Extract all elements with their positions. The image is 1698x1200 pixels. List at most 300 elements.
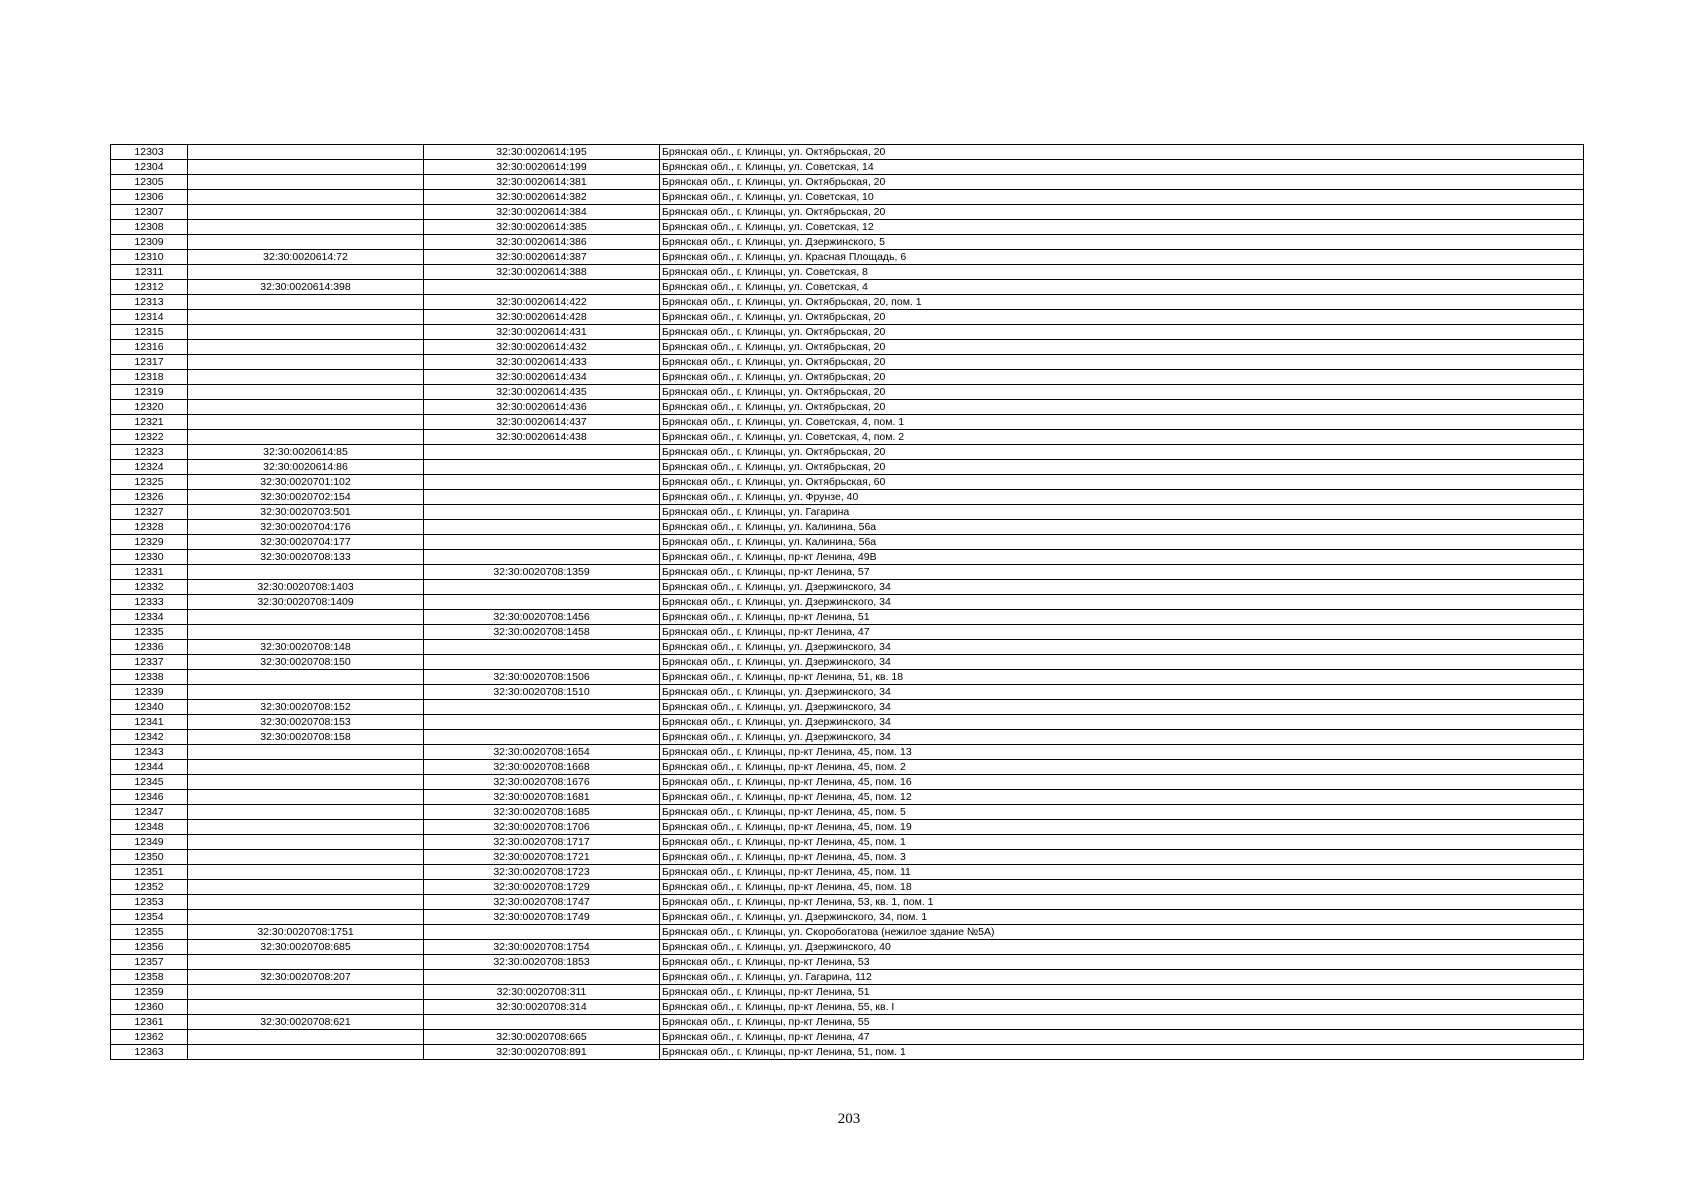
address-cell: Брянская обл., г. Клинцы, ул. Дзержинского, 34 bbox=[660, 715, 1584, 730]
address-cell: Брянская обл., г. Клинцы, ул. Советская, 4 bbox=[660, 280, 1584, 295]
table-row bbox=[111, 940, 1584, 955]
cadastral-number-cell: 32:30:0020708:1403 bbox=[188, 580, 424, 595]
address-cell: Брянская обл., г. Клинцы, ул. Советская, 12 bbox=[660, 220, 1584, 235]
address-cell: Брянская обл., г. Клинцы, пр-кт Ленина, 45, пом. 5 bbox=[660, 805, 1584, 820]
cadastral-number-cell: 32:30:0020708:1359 bbox=[424, 565, 660, 580]
cadastral-number-cell: 32:30:0020708:311 bbox=[424, 985, 660, 1000]
cadastral-number-cell bbox=[188, 880, 424, 895]
row-number-cell: 12342 bbox=[111, 730, 188, 745]
cadastral-number-cell bbox=[188, 190, 424, 205]
table-row bbox=[111, 280, 1584, 295]
table-row bbox=[111, 655, 1584, 670]
cadastral-number-cell bbox=[188, 850, 424, 865]
cadastral-number-cell: 32:30:0020614:199 bbox=[424, 160, 660, 175]
row-number-cell: 12347 bbox=[111, 805, 188, 820]
cadastral-number-cell: 32:30:0020708:207 bbox=[188, 970, 424, 985]
address-cell: Брянская обл., г. Клинцы, пр-кт Ленина, 51 bbox=[660, 985, 1584, 1000]
cadastral-number-cell bbox=[424, 550, 660, 565]
row-number-cell: 12359 bbox=[111, 985, 188, 1000]
row-number-cell: 12346 bbox=[111, 790, 188, 805]
cadastral-number-cell: 32:30:0020708:158 bbox=[188, 730, 424, 745]
row-number-cell: 12315 bbox=[111, 325, 188, 340]
table-row bbox=[111, 910, 1584, 925]
address-cell: Брянская обл., г. Клинцы, ул. Октябрьская, 60 bbox=[660, 475, 1584, 490]
cadastral-number-cell bbox=[424, 925, 660, 940]
row-number-cell: 12337 bbox=[111, 655, 188, 670]
cadastral-number-cell: 32:30:0020708:1721 bbox=[424, 850, 660, 865]
row-number-cell: 12350 bbox=[111, 850, 188, 865]
cadastral-number-cell bbox=[188, 295, 424, 310]
address-cell: Брянская обл., г. Клинцы, ул. Дзержинского, 34 bbox=[660, 730, 1584, 745]
cadastral-number-cell: 32:30:0020614:438 bbox=[424, 430, 660, 445]
cadastral-number-cell bbox=[188, 340, 424, 355]
address-cell: Брянская обл., г. Клинцы, ул. Советская, 8 bbox=[660, 265, 1584, 280]
cadastral-number-cell: 32:30:0020708:1458 bbox=[424, 625, 660, 640]
table-row bbox=[111, 865, 1584, 880]
row-number-cell: 12340 bbox=[111, 700, 188, 715]
cadastral-number-cell: 32:30:0020708:1853 bbox=[424, 955, 660, 970]
row-number-cell: 12330 bbox=[111, 550, 188, 565]
address-cell: Брянская обл., г. Клинцы, ул. Дзержинского, 34 bbox=[660, 580, 1584, 595]
address-cell: Брянская обл., г. Клинцы, пр-кт Ленина, 45, пом. 13 bbox=[660, 745, 1584, 760]
address-cell: Брянская обл., г. Клинцы, ул. Дзержинского, 34 bbox=[660, 700, 1584, 715]
address-cell: Брянская обл., г. Клинцы, ул. Калинина, 56а bbox=[660, 535, 1584, 550]
address-cell: Брянская обл., г. Клинцы, ул. Скоробогатова (нежилое здание №5А) bbox=[660, 925, 1584, 940]
address-cell: Брянская обл., г. Клинцы, ул. Октябрьская, 20 bbox=[660, 445, 1584, 460]
table-row bbox=[111, 205, 1584, 220]
address-cell: Брянская обл., г. Клинцы, пр-кт Ленина, 45, пом. 18 bbox=[660, 880, 1584, 895]
row-number-cell: 12313 bbox=[111, 295, 188, 310]
table-row bbox=[111, 475, 1584, 490]
address-cell: Брянская обл., г. Клинцы, ул. Октябрьская, 20 bbox=[660, 460, 1584, 475]
table-row bbox=[111, 670, 1584, 685]
table-row bbox=[111, 640, 1584, 655]
table-row bbox=[111, 490, 1584, 505]
cadastral-number-cell: 32:30:0020614:195 bbox=[424, 145, 660, 160]
row-number-cell: 12351 bbox=[111, 865, 188, 880]
row-number-cell: 12311 bbox=[111, 265, 188, 280]
row-number-cell: 12352 bbox=[111, 880, 188, 895]
cadastral-number-cell bbox=[188, 685, 424, 700]
row-number-cell: 12353 bbox=[111, 895, 188, 910]
row-number-cell: 12305 bbox=[111, 175, 188, 190]
address-cell: Брянская обл., г. Клинцы, ул. Октябрьская, 20 bbox=[660, 340, 1584, 355]
row-number-cell: 12310 bbox=[111, 250, 188, 265]
cadastral-number-cell: 32:30:0020701:102 bbox=[188, 475, 424, 490]
row-number-cell: 12358 bbox=[111, 970, 188, 985]
row-number-cell: 12319 bbox=[111, 385, 188, 400]
table-row bbox=[111, 1030, 1584, 1045]
row-number-cell: 12355 bbox=[111, 925, 188, 940]
address-cell: Брянская обл., г. Клинцы, ул. Красная Площадь, 6 bbox=[660, 250, 1584, 265]
table-row bbox=[111, 190, 1584, 205]
cadastral-number-cell bbox=[188, 385, 424, 400]
row-number-cell: 12314 bbox=[111, 310, 188, 325]
row-number-cell: 12309 bbox=[111, 235, 188, 250]
row-number-cell: 12361 bbox=[111, 1015, 188, 1030]
cadastral-number-cell bbox=[188, 355, 424, 370]
row-number-cell: 12345 bbox=[111, 775, 188, 790]
cadastral-number-cell: 32:30:0020708:1654 bbox=[424, 745, 660, 760]
row-number-cell: 12306 bbox=[111, 190, 188, 205]
table-row bbox=[111, 340, 1584, 355]
cadastral-number-cell: 32:30:0020614:385 bbox=[424, 220, 660, 235]
cadastral-number-cell bbox=[188, 745, 424, 760]
cadastral-number-cell bbox=[188, 670, 424, 685]
cadastral-number-cell: 32:30:0020614:422 bbox=[424, 295, 660, 310]
row-number-cell: 12348 bbox=[111, 820, 188, 835]
row-number-cell: 12363 bbox=[111, 1045, 188, 1060]
row-number-cell: 12317 bbox=[111, 355, 188, 370]
cadastral-number-cell bbox=[424, 1015, 660, 1030]
row-number-cell: 12334 bbox=[111, 610, 188, 625]
address-cell: Брянская обл., г. Клинцы, ул. Октябрьская, 20, пом. 1 bbox=[660, 295, 1584, 310]
table-row bbox=[111, 790, 1584, 805]
row-number-cell: 12323 bbox=[111, 445, 188, 460]
table-row bbox=[111, 955, 1584, 970]
address-cell: Брянская обл., г. Клинцы, пр-кт Ленина, 45, пом. 1 bbox=[660, 835, 1584, 850]
table-row bbox=[111, 430, 1584, 445]
row-number-cell: 12321 bbox=[111, 415, 188, 430]
cadastral-number-cell: 32:30:0020708:1717 bbox=[424, 835, 660, 850]
table-row bbox=[111, 520, 1584, 535]
row-number-cell: 12316 bbox=[111, 340, 188, 355]
row-number-cell: 12320 bbox=[111, 400, 188, 415]
address-cell: Брянская обл., г. Клинцы, ул. Дзержинского, 34 bbox=[660, 595, 1584, 610]
register-table bbox=[110, 144, 1584, 1060]
address-cell: Брянская обл., г. Клинцы, ул. Гагарина bbox=[660, 505, 1584, 520]
cadastral-number-cell: 32:30:0020708:1409 bbox=[188, 595, 424, 610]
cadastral-number-cell bbox=[188, 895, 424, 910]
table-row bbox=[111, 175, 1584, 190]
table-row bbox=[111, 610, 1584, 625]
table-row bbox=[111, 970, 1584, 985]
address-cell: Брянская обл., г. Клинцы, пр-кт Ленина, 57 bbox=[660, 565, 1584, 580]
register-table-body bbox=[111, 145, 1584, 1060]
cadastral-number-cell bbox=[188, 625, 424, 640]
cadastral-number-cell: 32:30:0020614:387 bbox=[424, 250, 660, 265]
table-row bbox=[111, 625, 1584, 640]
address-cell: Брянская обл., г. Клинцы, ул. Советская, 10 bbox=[660, 190, 1584, 205]
address-cell: Брянская обл., г. Клинцы, пр-кт Ленина, 45, пом. 12 bbox=[660, 790, 1584, 805]
cadastral-number-cell: 32:30:0020703:501 bbox=[188, 505, 424, 520]
cadastral-number-cell: 32:30:0020614:431 bbox=[424, 325, 660, 340]
table-row bbox=[111, 220, 1584, 235]
table-row bbox=[111, 580, 1584, 595]
cadastral-number-cell: 32:30:0020708:1706 bbox=[424, 820, 660, 835]
table-row bbox=[111, 550, 1584, 565]
address-cell: Брянская обл., г. Клинцы, ул. Октябрьская, 20 bbox=[660, 400, 1584, 415]
cadastral-number-cell bbox=[188, 325, 424, 340]
table-row bbox=[111, 445, 1584, 460]
address-cell: Брянская обл., г. Клинцы, ул. Дзержинского, 34, пом. 1 bbox=[660, 910, 1584, 925]
address-cell: Брянская обл., г. Клинцы, пр-кт Ленина, 45, пом. 16 bbox=[660, 775, 1584, 790]
address-cell: Брянская обл., г. Клинцы, ул. Дзержинского, 34 bbox=[660, 685, 1584, 700]
row-number-cell: 12344 bbox=[111, 760, 188, 775]
row-number-cell: 12333 bbox=[111, 595, 188, 610]
cadastral-number-cell bbox=[424, 640, 660, 655]
cadastral-number-cell bbox=[188, 370, 424, 385]
table-row bbox=[111, 385, 1584, 400]
address-cell: Брянская обл., г. Клинцы, пр-кт Ленина, 45, пом. 2 bbox=[660, 760, 1584, 775]
row-number-cell: 12318 bbox=[111, 370, 188, 385]
cadastral-number-cell: 32:30:0020708:1749 bbox=[424, 910, 660, 925]
cadastral-number-cell: 32:30:0020704:176 bbox=[188, 520, 424, 535]
cadastral-number-cell bbox=[424, 730, 660, 745]
cadastral-number-cell bbox=[424, 715, 660, 730]
cadastral-number-cell: 32:30:0020708:150 bbox=[188, 655, 424, 670]
address-cell: Брянская обл., г. Клинцы, ул. Октябрьская, 20 bbox=[660, 385, 1584, 400]
table-row bbox=[111, 535, 1584, 550]
row-number-cell: 12312 bbox=[111, 280, 188, 295]
table-row bbox=[111, 715, 1584, 730]
address-cell: Брянская обл., г. Клинцы, ул. Октябрьская, 20 bbox=[660, 370, 1584, 385]
address-cell: Брянская обл., г. Клинцы, пр-кт Ленина, 55, кв. I bbox=[660, 1000, 1584, 1015]
cadastral-number-cell: 32:30:0020708:1729 bbox=[424, 880, 660, 895]
address-cell: Брянская обл., г. Клинцы, пр-кт Ленина, 55 bbox=[660, 1015, 1584, 1030]
cadastral-number-cell: 32:30:0020708:1685 bbox=[424, 805, 660, 820]
cadastral-number-cell bbox=[188, 790, 424, 805]
cadastral-number-cell: 32:30:0020614:398 bbox=[188, 280, 424, 295]
row-number-cell: 12327 bbox=[111, 505, 188, 520]
row-number-cell: 12322 bbox=[111, 430, 188, 445]
table-row bbox=[111, 880, 1584, 895]
row-number-cell: 12326 bbox=[111, 490, 188, 505]
cadastral-number-cell bbox=[424, 970, 660, 985]
cadastral-number-cell bbox=[188, 205, 424, 220]
table-row bbox=[111, 1015, 1584, 1030]
cadastral-number-cell: 32:30:0020614:381 bbox=[424, 175, 660, 190]
cadastral-number-cell bbox=[188, 955, 424, 970]
row-number-cell: 12339 bbox=[111, 685, 188, 700]
address-cell: Брянская обл., г. Клинцы, ул. Дзержинского, 40 bbox=[660, 940, 1584, 955]
cadastral-number-cell: 32:30:0020614:437 bbox=[424, 415, 660, 430]
cadastral-number-cell bbox=[424, 580, 660, 595]
cadastral-number-cell: 32:30:0020708:665 bbox=[424, 1030, 660, 1045]
row-number-cell: 12354 bbox=[111, 910, 188, 925]
cadastral-number-cell: 32:30:0020614:434 bbox=[424, 370, 660, 385]
cadastral-number-cell: 32:30:0020708:152 bbox=[188, 700, 424, 715]
cadastral-number-cell bbox=[424, 520, 660, 535]
cadastral-number-cell: 32:30:0020614:382 bbox=[424, 190, 660, 205]
address-cell: Брянская обл., г. Клинцы, пр-кт Ленина, 49В bbox=[660, 550, 1584, 565]
table-row bbox=[111, 565, 1584, 580]
cadastral-number-cell: 32:30:0020708:1751 bbox=[188, 925, 424, 940]
table-row bbox=[111, 1045, 1584, 1060]
table-row bbox=[111, 775, 1584, 790]
table-row bbox=[111, 460, 1584, 475]
row-number-cell: 12360 bbox=[111, 1000, 188, 1015]
cadastral-number-cell: 32:30:0020614:86 bbox=[188, 460, 424, 475]
address-cell: Брянская обл., г. Клинцы, ул. Советская, 14 bbox=[660, 160, 1584, 175]
cadastral-number-cell bbox=[188, 400, 424, 415]
address-cell: Брянская обл., г. Клинцы, ул. Октябрьская, 20 bbox=[660, 325, 1584, 340]
row-number-cell: 12341 bbox=[111, 715, 188, 730]
address-cell: Брянская обл., г. Клинцы, пр-кт Ленина, 47 bbox=[660, 625, 1584, 640]
cadastral-number-cell bbox=[188, 865, 424, 880]
table-row bbox=[111, 295, 1584, 310]
cadastral-number-cell: 32:30:0020614:386 bbox=[424, 235, 660, 250]
cadastral-number-cell: 32:30:0020614:433 bbox=[424, 355, 660, 370]
cadastral-number-cell bbox=[424, 445, 660, 460]
row-number-cell: 12338 bbox=[111, 670, 188, 685]
cadastral-number-cell bbox=[424, 280, 660, 295]
address-cell: Брянская обл., г. Клинцы, ул. Фрунзе, 40 bbox=[660, 490, 1584, 505]
cadastral-number-cell bbox=[188, 775, 424, 790]
table-row bbox=[111, 310, 1584, 325]
address-cell: Брянская обл., г. Клинцы, ул. Советская, 4, пом. 1 bbox=[660, 415, 1584, 430]
row-number-cell: 12335 bbox=[111, 625, 188, 640]
table-row bbox=[111, 505, 1584, 520]
address-cell: Брянская обл., г. Клинцы, ул. Советская, 4, пом. 2 bbox=[660, 430, 1584, 445]
table-row bbox=[111, 745, 1584, 760]
table-row bbox=[111, 370, 1584, 385]
address-cell: Брянская обл., г. Клинцы, ул. Октябрьская, 20 bbox=[660, 175, 1584, 190]
cadastral-number-cell: 32:30:0020708:1456 bbox=[424, 610, 660, 625]
address-cell: Брянская обл., г. Клинцы, ул. Калинина, 56а bbox=[660, 520, 1584, 535]
address-cell: Брянская обл., г. Клинцы, ул. Октябрьская, 20 bbox=[660, 145, 1584, 160]
address-cell: Брянская обл., г. Клинцы, пр-кт Ленина, 51, кв. 18 bbox=[660, 670, 1584, 685]
cadastral-number-cell bbox=[424, 475, 660, 490]
cadastral-number-cell bbox=[188, 835, 424, 850]
cadastral-number-cell: 32:30:0020708:1668 bbox=[424, 760, 660, 775]
table-row bbox=[111, 265, 1584, 280]
row-number-cell: 12332 bbox=[111, 580, 188, 595]
cadastral-number-cell: 32:30:0020708:1681 bbox=[424, 790, 660, 805]
row-number-cell: 12304 bbox=[111, 160, 188, 175]
address-cell: Брянская обл., г. Клинцы, пр-кт Ленина, 51 bbox=[660, 610, 1584, 625]
row-number-cell: 12336 bbox=[111, 640, 188, 655]
table-row bbox=[111, 250, 1584, 265]
cadastral-number-cell bbox=[424, 535, 660, 550]
table-row bbox=[111, 850, 1584, 865]
table-row bbox=[111, 400, 1584, 415]
cadastral-number-cell bbox=[188, 805, 424, 820]
cadastral-number-cell: 32:30:0020708:314 bbox=[424, 1000, 660, 1015]
address-cell: Брянская обл., г. Клинцы, пр-кт Ленина, 53 bbox=[660, 955, 1584, 970]
cadastral-number-cell bbox=[188, 565, 424, 580]
table-row bbox=[111, 325, 1584, 340]
table-row bbox=[111, 160, 1584, 175]
cadastral-number-cell bbox=[188, 1045, 424, 1060]
address-cell: Брянская обл., г. Клинцы, пр-кт Ленина, 53, кв. 1, пом. 1 bbox=[660, 895, 1584, 910]
table-row bbox=[111, 730, 1584, 745]
row-number-cell: 12303 bbox=[111, 145, 188, 160]
address-cell: Брянская обл., г. Клинцы, ул. Дзержинского, 34 bbox=[660, 640, 1584, 655]
cadastral-number-cell bbox=[188, 430, 424, 445]
cadastral-number-cell bbox=[424, 700, 660, 715]
cadastral-number-cell: 32:30:0020704:177 bbox=[188, 535, 424, 550]
row-number-cell: 12329 bbox=[111, 535, 188, 550]
table-row bbox=[111, 415, 1584, 430]
row-number-cell: 12349 bbox=[111, 835, 188, 850]
address-cell: Брянская обл., г. Клинцы, пр-кт Ленина, 45, пом. 3 bbox=[660, 850, 1584, 865]
address-cell: Брянская обл., г. Клинцы, пр-кт Ленина, 51, пом. 1 bbox=[660, 1045, 1584, 1060]
table-row bbox=[111, 985, 1584, 1000]
cadastral-number-cell: 32:30:0020708:891 bbox=[424, 1045, 660, 1060]
row-number-cell: 12328 bbox=[111, 520, 188, 535]
row-number-cell: 12362 bbox=[111, 1030, 188, 1045]
table-row bbox=[111, 145, 1584, 160]
cadastral-number-cell bbox=[424, 655, 660, 670]
table-row bbox=[111, 835, 1584, 850]
cadastral-number-cell bbox=[188, 175, 424, 190]
cadastral-number-cell: 32:30:0020614:72 bbox=[188, 250, 424, 265]
address-cell: Брянская обл., г. Клинцы, ул. Октябрьская, 20 bbox=[660, 310, 1584, 325]
cadastral-number-cell bbox=[188, 415, 424, 430]
cadastral-number-cell: 32:30:0020614:388 bbox=[424, 265, 660, 280]
cadastral-number-cell: 32:30:0020708:1676 bbox=[424, 775, 660, 790]
cadastral-number-cell bbox=[188, 760, 424, 775]
cadastral-number-cell: 32:30:0020708:1510 bbox=[424, 685, 660, 700]
cadastral-number-cell: 32:30:0020614:435 bbox=[424, 385, 660, 400]
cadastral-number-cell: 32:30:0020708:1506 bbox=[424, 670, 660, 685]
cadastral-number-cell: 32:30:0020708:148 bbox=[188, 640, 424, 655]
cadastral-number-cell: 32:30:0020708:1754 bbox=[424, 940, 660, 955]
address-cell: Брянская обл., г. Клинцы, пр-кт Ленина, 45, пом. 19 bbox=[660, 820, 1584, 835]
cadastral-number-cell: 32:30:0020614:384 bbox=[424, 205, 660, 220]
table-row bbox=[111, 595, 1584, 610]
cadastral-number-cell bbox=[188, 820, 424, 835]
cadastral-number-cell: 32:30:0020708:153 bbox=[188, 715, 424, 730]
row-number-cell: 12307 bbox=[111, 205, 188, 220]
cadastral-number-cell: 32:30:0020708:1723 bbox=[424, 865, 660, 880]
row-number-cell: 12356 bbox=[111, 940, 188, 955]
cadastral-number-cell bbox=[188, 310, 424, 325]
cadastral-number-cell: 32:30:0020702:154 bbox=[188, 490, 424, 505]
cadastral-number-cell: 32:30:0020708:621 bbox=[188, 1015, 424, 1030]
cadastral-number-cell bbox=[188, 985, 424, 1000]
table-row bbox=[111, 805, 1584, 820]
cadastral-number-cell: 32:30:0020708:133 bbox=[188, 550, 424, 565]
cadastral-number-cell: 32:30:0020614:428 bbox=[424, 310, 660, 325]
address-cell: Брянская обл., г. Клинцы, ул. Дзержинского, 5 bbox=[660, 235, 1584, 250]
cadastral-number-cell bbox=[424, 505, 660, 520]
table-row bbox=[111, 925, 1584, 940]
cadastral-number-cell bbox=[188, 160, 424, 175]
row-number-cell: 12324 bbox=[111, 460, 188, 475]
address-cell: Брянская обл., г. Клинцы, ул. Гагарина, 112 bbox=[660, 970, 1584, 985]
address-cell: Брянская обл., г. Клинцы, ул. Октябрьская, 20 bbox=[660, 205, 1584, 220]
table-row bbox=[111, 760, 1584, 775]
row-number-cell: 12308 bbox=[111, 220, 188, 235]
table-row bbox=[111, 355, 1584, 370]
cadastral-number-cell bbox=[188, 910, 424, 925]
cadastral-number-cell bbox=[188, 1030, 424, 1045]
table-row bbox=[111, 685, 1584, 700]
row-number-cell: 12325 bbox=[111, 475, 188, 490]
table-row bbox=[111, 1000, 1584, 1015]
row-number-cell: 12331 bbox=[111, 565, 188, 580]
cadastral-number-cell bbox=[424, 595, 660, 610]
cadastral-number-cell bbox=[188, 220, 424, 235]
cadastral-number-cell: 32:30:0020614:85 bbox=[188, 445, 424, 460]
page-number: 203 bbox=[837, 1111, 861, 1127]
cadastral-number-cell bbox=[188, 265, 424, 280]
cadastral-number-cell: 32:30:0020614:432 bbox=[424, 340, 660, 355]
address-cell: Брянская обл., г. Клинцы, ул. Дзержинского, 34 bbox=[660, 655, 1584, 670]
cadastral-number-cell bbox=[424, 490, 660, 505]
table-row bbox=[111, 820, 1584, 835]
cadastral-number-cell bbox=[188, 610, 424, 625]
address-cell: Брянская обл., г. Клинцы, пр-кт Ленина, 47 bbox=[660, 1030, 1584, 1045]
cadastral-number-cell: 32:30:0020708:1747 bbox=[424, 895, 660, 910]
row-number-cell: 12343 bbox=[111, 745, 188, 760]
address-cell: Брянская обл., г. Клинцы, ул. Октябрьская, 20 bbox=[660, 355, 1584, 370]
cadastral-number-cell bbox=[188, 145, 424, 160]
table-row bbox=[111, 895, 1584, 910]
cadastral-number-cell: 32:30:0020614:436 bbox=[424, 400, 660, 415]
